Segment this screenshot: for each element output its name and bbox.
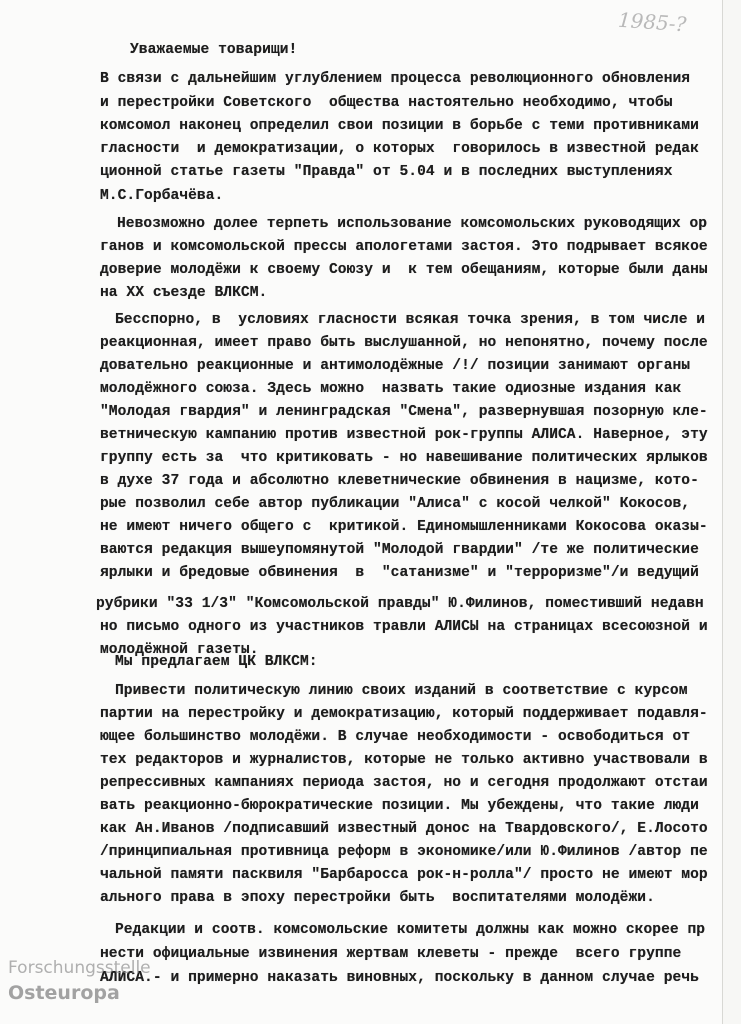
text-line: молодёжной газеты. — [100, 642, 259, 658]
text-line: гласности и демократизации, о которых говорилось в известной редак — [100, 141, 699, 157]
text-line: но письмо одного из участников травли АЛИСЫ на страницах всесоюзной и — [100, 619, 708, 635]
text-line: репрессивных кампаниях периода застоя, но и сегодня продолжают отстаи — [100, 775, 708, 791]
text-line: не имеют ничего общего с критикой. Единомышленниками Кокосова оказы- — [100, 519, 708, 535]
text-line: АЛИСА.- и примерно наказать виновных, поскольку в данном случае речь — [100, 970, 699, 986]
text-line: реакционная, имеет право быть выслушанной, но непонятно, почему после — [100, 335, 708, 351]
text-line: нести официальные извинения жертвам клеветы - прежде всего группе — [100, 946, 682, 962]
handwritten-date-note: 1985-? — [617, 7, 688, 37]
text-line: чальной памяти пасквиля "Барбаросса рок-н-ролла"/ просто не имеют мор — [100, 867, 708, 883]
text-line: партии на перестройку и демократизацию, который поддерживает подавля- — [100, 706, 708, 722]
text-line: /принципиальная противница реформ в экономике/или Ю.Филинов /автор пе — [100, 844, 708, 860]
text-line: группу есть за что критиковать - но навешивание политических ярлыков — [100, 450, 708, 466]
watermark-line-1: Forschungsstelle — [8, 958, 151, 978]
text-line: ярлыки и бредовые обвинения в "сатанизме" и "терроризме"/и ведущий — [100, 565, 699, 581]
text-line: на XX съезде ВЛКСМ. — [100, 285, 268, 301]
text-line: в духе 37 года и абсолютно клеветнические обвинения в нацизме, кото- — [100, 473, 699, 489]
text-line: молодёжного союза. Здесь можно назвать такие одиозные издания как — [100, 381, 682, 397]
text-line: Бесспорно, в условиях гласности всякая точка зрения, в том числе и — [115, 312, 706, 328]
text-line: В связи с дальнейшим углублением процесса революционного обновления — [100, 71, 691, 87]
text-line: Привести политическую линию своих изданий в соответствие с курсом — [115, 683, 688, 699]
text-line: тех редакторов и журналистов, которые не только активно участвовали в — [100, 752, 708, 768]
text-line: Редакции и соотв. комсомольские комитеты должны как можно скорее пр — [115, 922, 706, 938]
section-heading: Мы предлагаем ЦК ВЛКСМ: — [115, 654, 318, 670]
text-line: ваются редакция вышеупомянутой "Молодой гвардии" /те же политические — [100, 542, 699, 558]
text-line: и перестройки Советского общества настоятельно необходимо, чтобы — [100, 95, 673, 111]
watermark-line-2: Osteuropa — [8, 982, 120, 1004]
text-line: вать реакционно-бюрократические позиции. Мы убеждены, что такие люди — [100, 798, 699, 814]
text-line: комсомол наконец определил свои позиции в борьбе с теми противниками — [100, 118, 699, 134]
text-line: рубрики "33 1/3" "Комсомольской правды" Ю.Филинов, поместивший недавн — [96, 596, 704, 612]
text-line: М.С.Горбачёва. — [100, 188, 224, 204]
text-line: ющее большинство молодёжи. В случае необходимости - освободиться от — [100, 729, 691, 745]
text-line: рые позволил себе автор публикации "Алиса" с косой челкой" Кокосов, — [100, 496, 691, 512]
text-line: ганов и комсомольской прессы апологетами застоя. Это подрывает всякое — [100, 239, 708, 255]
text-line: доверие молодёжи к своему Союзу и к тем обещаниям, которые были даны — [100, 262, 708, 278]
text-line: ционной статье газеты "Правда" от 5.04 и в последних выступлениях — [100, 164, 673, 180]
text-line: "Молодая гвардия" и ленинградская "Смена", развернувшая позорную кле- — [100, 404, 708, 420]
text-line: ального права в эпоху перестройки быть воспитателями молодёжи. — [100, 890, 655, 906]
text-line: Невозможно долее терпеть использование комсомольских руководящих ор — [117, 216, 708, 232]
text-line: довательно реакционные и антимолодёжные /!/ позиции занимают органы — [100, 358, 691, 374]
text-line: ветническую кампанию против известной рок-группы АЛИСА. Наверное, эту — [100, 427, 708, 443]
greeting: Уважаемые товарищи! — [130, 42, 298, 58]
text-line: как Ан.Иванов /подписавший известный донос на Твардовского/, Е.Лосото — [100, 821, 708, 837]
